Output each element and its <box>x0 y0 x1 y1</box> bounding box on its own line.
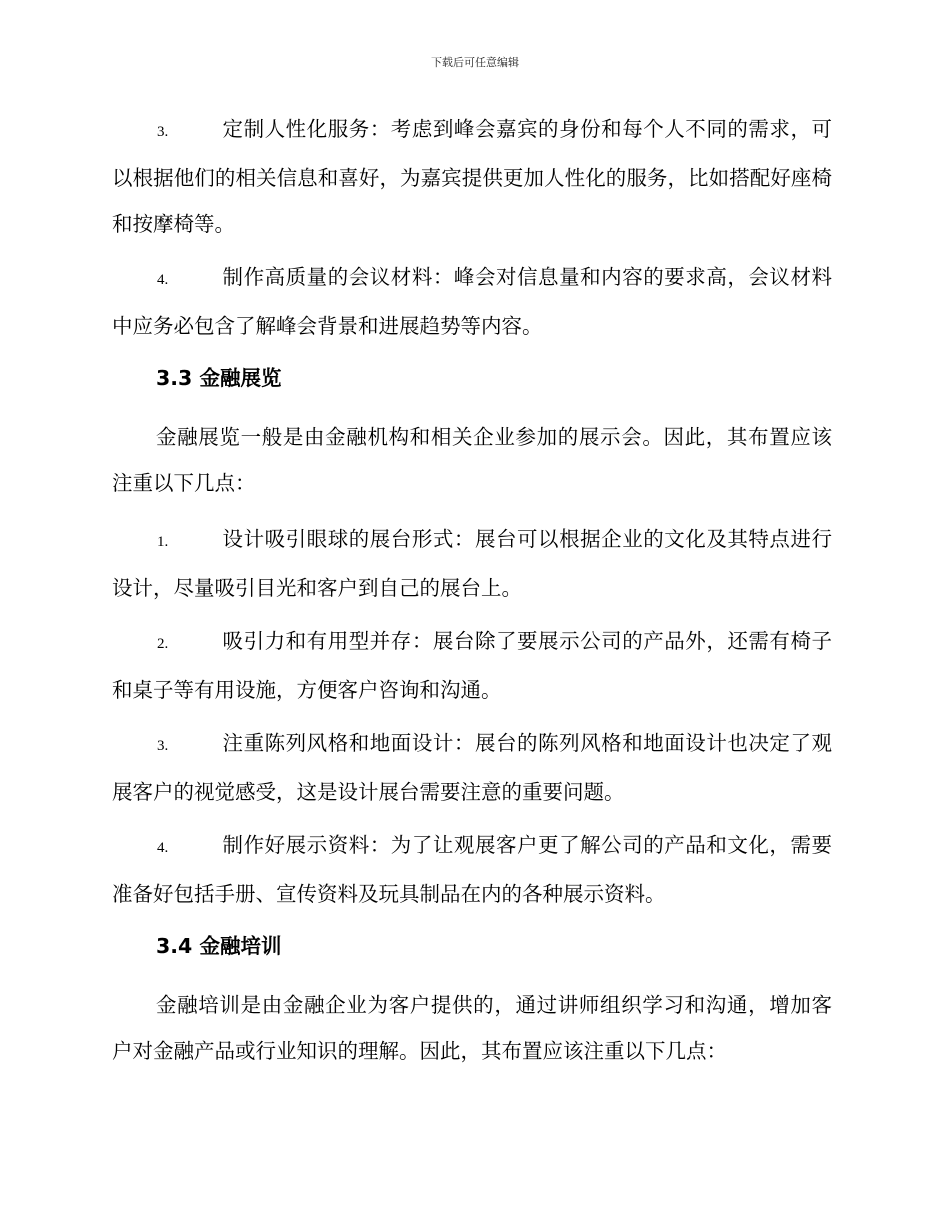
list-text: 制作高质量的会议材料：峰会对信息量和内容的要求高，会议材料中应务必包含了解峰会背景和进展趋势等内容。 <box>112 265 832 338</box>
section-heading-3-3: 3.3 金融展览 <box>156 366 282 390</box>
page-header: 下载后可任意编辑 <box>431 56 519 69</box>
list-number: 4. <box>157 840 169 856</box>
list-item <box>112 618 832 713</box>
list-text: 设计吸引眼球的展台形式：展台可以根据企业的文化及其特点进行设计，尽量吸引目光和客户到自己的展台上。 <box>112 527 832 600</box>
list-text: 吸引力和有用型并存：展台除了要展示公司的产品外，还需有椅子和桌子等有用设施，方便客户咨询和沟通。 <box>112 629 832 702</box>
list-item <box>112 720 832 815</box>
list-number: 2. <box>157 636 169 652</box>
section-intro-paragraph: 金融展览一般是由金融机构和相关企业参加的展示会。因此，其布置应该注重以下几点： <box>112 425 832 495</box>
list-item <box>112 516 832 611</box>
section-heading-3-4: 3.4 金融培训 <box>156 934 282 958</box>
list-text: 注重陈列风格和地面设计：展台的陈列风格和地面设计也决定了观展客户的视觉感受，这是设计展台需要注意的重要问题。 <box>112 731 832 804</box>
list-text: 制作好展示资料：为了让观展客户更了解公司的产品和文化，需要准备好包括手册、宣传资料及玩具制品在内的各种展示资料。 <box>112 833 832 906</box>
list-item <box>112 822 832 917</box>
list-item <box>112 106 832 247</box>
list-number: 3. <box>157 738 169 754</box>
list-item <box>112 254 832 349</box>
section-intro-paragraph: 金融培训是由金融企业为客户提供的，通过讲师组织学习和沟通，增加客户对金融产品或行业知识的理解。因此，其布置应该注重以下几点： <box>112 993 832 1063</box>
list-text: 定制人性化服务：考虑到峰会嘉宾的身份和每个人不同的需求，可以根据他们的相关信息和喜好，为嘉宾提供更加人性化的服务，比如搭配好座椅和按摩椅等。 <box>112 117 832 236</box>
list-number: 1. <box>157 534 169 550</box>
list-number: 3. <box>157 124 169 140</box>
list-number: 4. <box>157 272 169 288</box>
